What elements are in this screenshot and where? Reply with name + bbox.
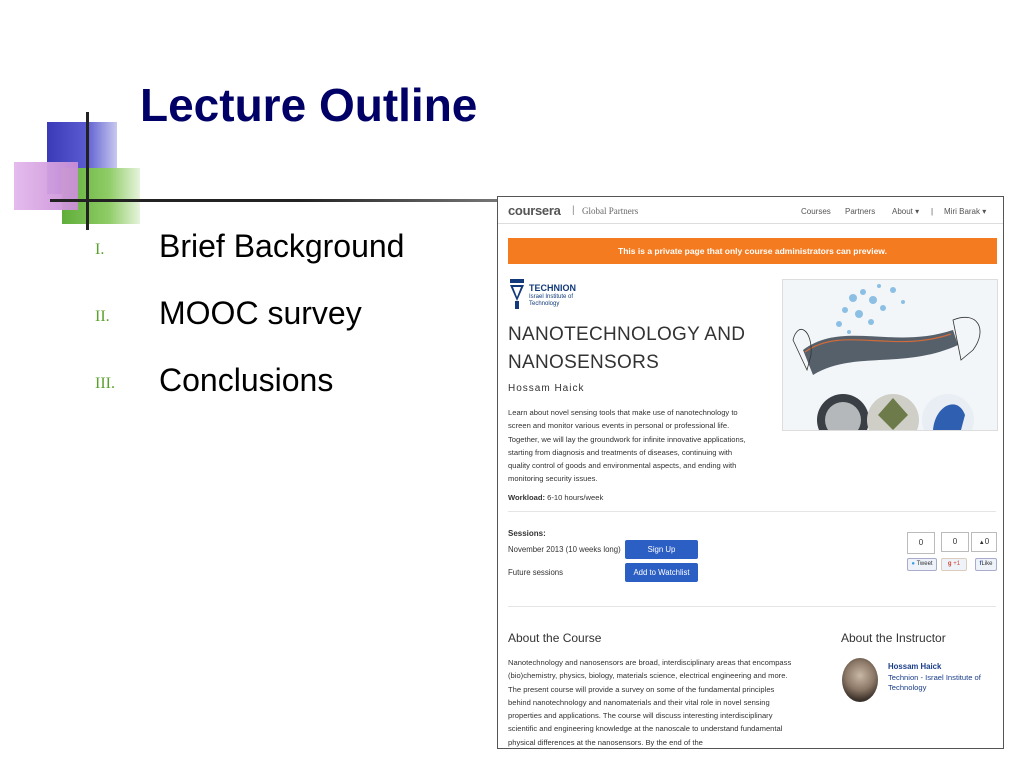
instructor-name-link[interactable]: Hossam Haick bbox=[888, 662, 942, 671]
workload bbox=[508, 493, 603, 502]
facebook-like-label: Like bbox=[981, 561, 993, 567]
sign-up-button[interactable]: Sign Up bbox=[625, 540, 698, 559]
divider bbox=[508, 606, 996, 607]
course-instructor[interactable]: Hossam Haick bbox=[508, 383, 585, 394]
outline-number: I. bbox=[95, 241, 105, 258]
twitter-icon: ● bbox=[911, 561, 916, 567]
about-course-heading: About the Course bbox=[508, 631, 602, 645]
coursera-header bbox=[498, 197, 1003, 224]
slide-title: Lecture Outline bbox=[140, 79, 478, 131]
course-description: Learn about novel sensing tools that make use of nanotechnology to screen and monitor various events in personal or professional life. Together, we will lay the groundwork for infinite innovative applications, starting from diagnosis and treatments of diseases, continuing with quality control of goods and environmental aspects, and ending with monitoring security issues. bbox=[508, 408, 746, 484]
course-hero-image bbox=[782, 279, 998, 431]
like-count-value: 0 bbox=[984, 537, 990, 546]
workload-value: 6-10 hours/week bbox=[545, 493, 604, 502]
university-subtitle: Israel Institute of Technology bbox=[529, 294, 574, 307]
course-title: NANOTECHNOLOGY AND NANOSENSORS bbox=[508, 324, 746, 373]
coursera-logo[interactable]: coursera bbox=[508, 203, 561, 218]
header-separator: | bbox=[572, 205, 575, 216]
coursera-screenshot bbox=[497, 196, 1004, 749]
outline-text: Conclusions bbox=[159, 362, 334, 398]
divider bbox=[508, 511, 996, 512]
workload-label: Workload: bbox=[508, 493, 545, 502]
about-course-text: Nanotechnology and nanosensors are broad, interdisciplinary areas that encompass (bio)chemistry, physics, biology, materials science, electrical engineering and more. The present course will provide a survey on some of the fundamental principles behind nanotechnology and nanomaterials and their vital role in novel sensing properties and applications. The course will discuss interesting interdisciplinary scientific and engineering knowledge at the nanoscale to understand fundamental physical differences at the nanosensors. By the end of the bbox=[508, 658, 792, 747]
private-page-notice: This is a private page that only course administrators can preview. bbox=[508, 238, 997, 264]
decor-horizontal-line bbox=[50, 199, 500, 202]
nav-user-menu[interactable]: Miri Barak ▾ bbox=[944, 207, 987, 216]
gplus-count: 0 bbox=[941, 532, 969, 552]
tweet-label: Tweet bbox=[916, 561, 933, 567]
instructor-avatar bbox=[842, 658, 878, 702]
tweet-count: 0 bbox=[907, 532, 935, 554]
decor-vertical-line bbox=[86, 112, 89, 230]
technion-logo-icon bbox=[510, 279, 524, 309]
sessions-label: Sessions: bbox=[508, 529, 546, 538]
header-section: Global Partners bbox=[582, 206, 639, 216]
add-to-watchlist-button[interactable]: Add to Watchlist bbox=[625, 563, 698, 582]
university-name: TECHNION bbox=[529, 283, 576, 293]
session-date: November 2013 (10 weeks long) bbox=[508, 545, 621, 554]
nav-separator: | bbox=[931, 207, 934, 216]
tweet-button[interactable] bbox=[907, 558, 937, 571]
nav-partners[interactable]: Partners bbox=[845, 207, 876, 216]
gplus-button[interactable] bbox=[941, 558, 967, 571]
facebook-like-button[interactable] bbox=[975, 558, 997, 571]
future-sessions-label: Future sessions bbox=[508, 568, 564, 577]
like-count bbox=[971, 532, 997, 552]
gplus-label: +1 bbox=[953, 561, 961, 567]
facebook-icon: f bbox=[979, 561, 982, 567]
outline-text: Brief Background bbox=[159, 228, 405, 264]
outline-text: MOOC survey bbox=[159, 295, 362, 331]
about-instructor-heading: About the Instructor bbox=[841, 631, 946, 645]
nav-courses[interactable]: Courses bbox=[801, 207, 831, 216]
outline-number: II. bbox=[95, 308, 110, 325]
outline-number: III. bbox=[95, 375, 115, 392]
instructor-affiliation-link[interactable]: Technion - Israel Institute of Technology bbox=[888, 673, 981, 692]
like-thumb-icon: ▲ bbox=[978, 540, 985, 546]
nav-about[interactable]: About ▾ bbox=[892, 207, 920, 216]
decor-pink-square bbox=[14, 162, 78, 210]
gplus-icon: g bbox=[947, 561, 952, 567]
